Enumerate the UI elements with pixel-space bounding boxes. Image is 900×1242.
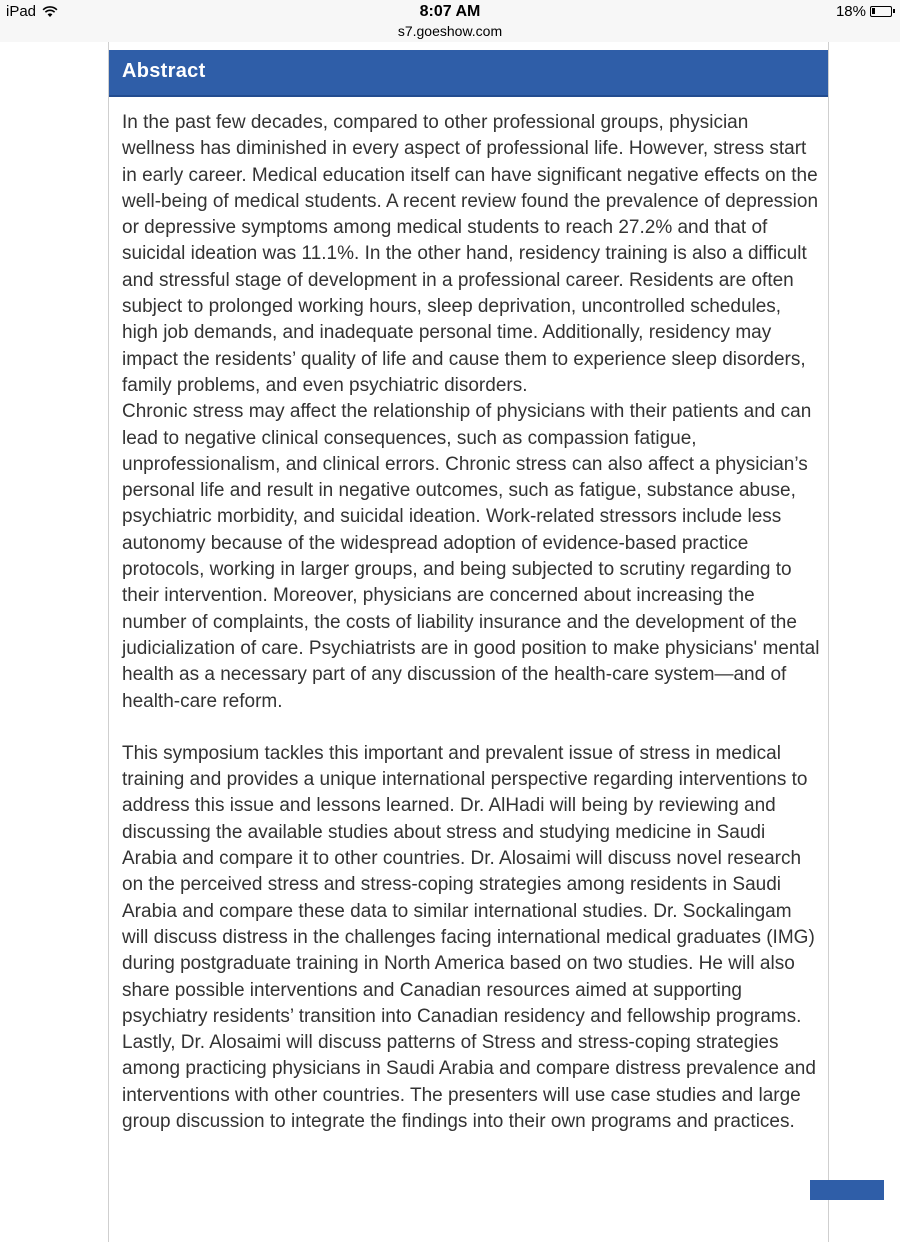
abstract-body: [122, 110, 822, 1135]
url-text: s7.goeshow.com: [397, 23, 503, 39]
device-name: iPad: [6, 3, 37, 20]
abstract-header: [109, 50, 828, 97]
clock: 8:07 AM: [419, 3, 481, 20]
abstract-paragraph: In the past few decades, compared to other professional groups, physician wellness has diminished in every aspect of professional life. However, stress start in early career. Medical education itself can have significant negative effects on the well-being of medical students. A recent review found the prevalence of depression or depressive symptoms among medical students to reach 27.2% and that of suicidal ideation was 11.1%. In the other hand, residency training is also a difficult and stressful stage of development in a professional career. Residents are often subject to prolonged working hours, sleep deprivation, uncontrolled schedules, high job demands, and inadequate personal time. Additionally, residency may impact the residents’ quality of life and cause them to experience sleep disorders, family problems, and even psychiatric disorders.: [122, 112, 819, 396]
abstract-paragraph: This symposium tackles this important and prevalent issue of stress in medical training and provides a unique international perspective regarding interventions to address this issue and lessons learned. Dr. AlHadi will being by reviewing and discussing the available studies about stress and studying medicine in Saudi Arabia and compare it to other countries. Dr. Alosaimi will discuss novel research on the perceived stress and stress-coping strategies among residents in Saudi Arabia and compare these data to similar international studies. Dr. Sockalingam will discuss distress in the challenges facing international medical graduates (IMG) during postgraduate training in North America based on two studies. He will also share possible interventions and Canadian resources aimed at supporting psychiatry residents’ transition into Canadian residency and fellowship programs. Lastly, Dr. Alosaimi will discuss patterns of Stress and stress-coping strategies among practicing physicians in Saudi Arabia and compare distress prevalence and interventions with other countries. The presenters will use case studies and large group discussion to integrate the findings into their own programs and practices.: [122, 742, 816, 1132]
abstract-card: [108, 42, 829, 1242]
status-bar: [0, 0, 900, 24]
battery-icon: [870, 6, 892, 17]
floating-action-button[interactable]: [810, 1180, 884, 1200]
address-bar[interactable]: [0, 22, 900, 42]
abstract-title: Abstract: [122, 60, 206, 82]
abstract-paragraph: Chronic stress may affect the relationship of physicians with their patients and can lead to negative clinical consequences, such as compassion fatigue, unprofessionalism, and clinical errors. Chronic stress can also affect a physician’s personal life and result in negative outcomes, such as fatigue, substance abuse, psychiatric morbidity, and suicidal ideation. Work-related stressors include less autonomy because of the widespread adoption of evidence-based practice protocols, working in larger groups, and being subjected to scrutiny regarding to their intervention. Moreover, physicians are concerned about increasing the number of complaints, the costs of liability insurance and the development of the judicialization of care. Psychiatrists are in good position to make physicians' mental health as a necessary part of any discussion of the health-care system—and of health-care reform.: [122, 401, 820, 712]
status-right: [836, 3, 892, 20]
battery-percent: 18%: [835, 3, 866, 20]
page-content: [0, 42, 900, 1200]
